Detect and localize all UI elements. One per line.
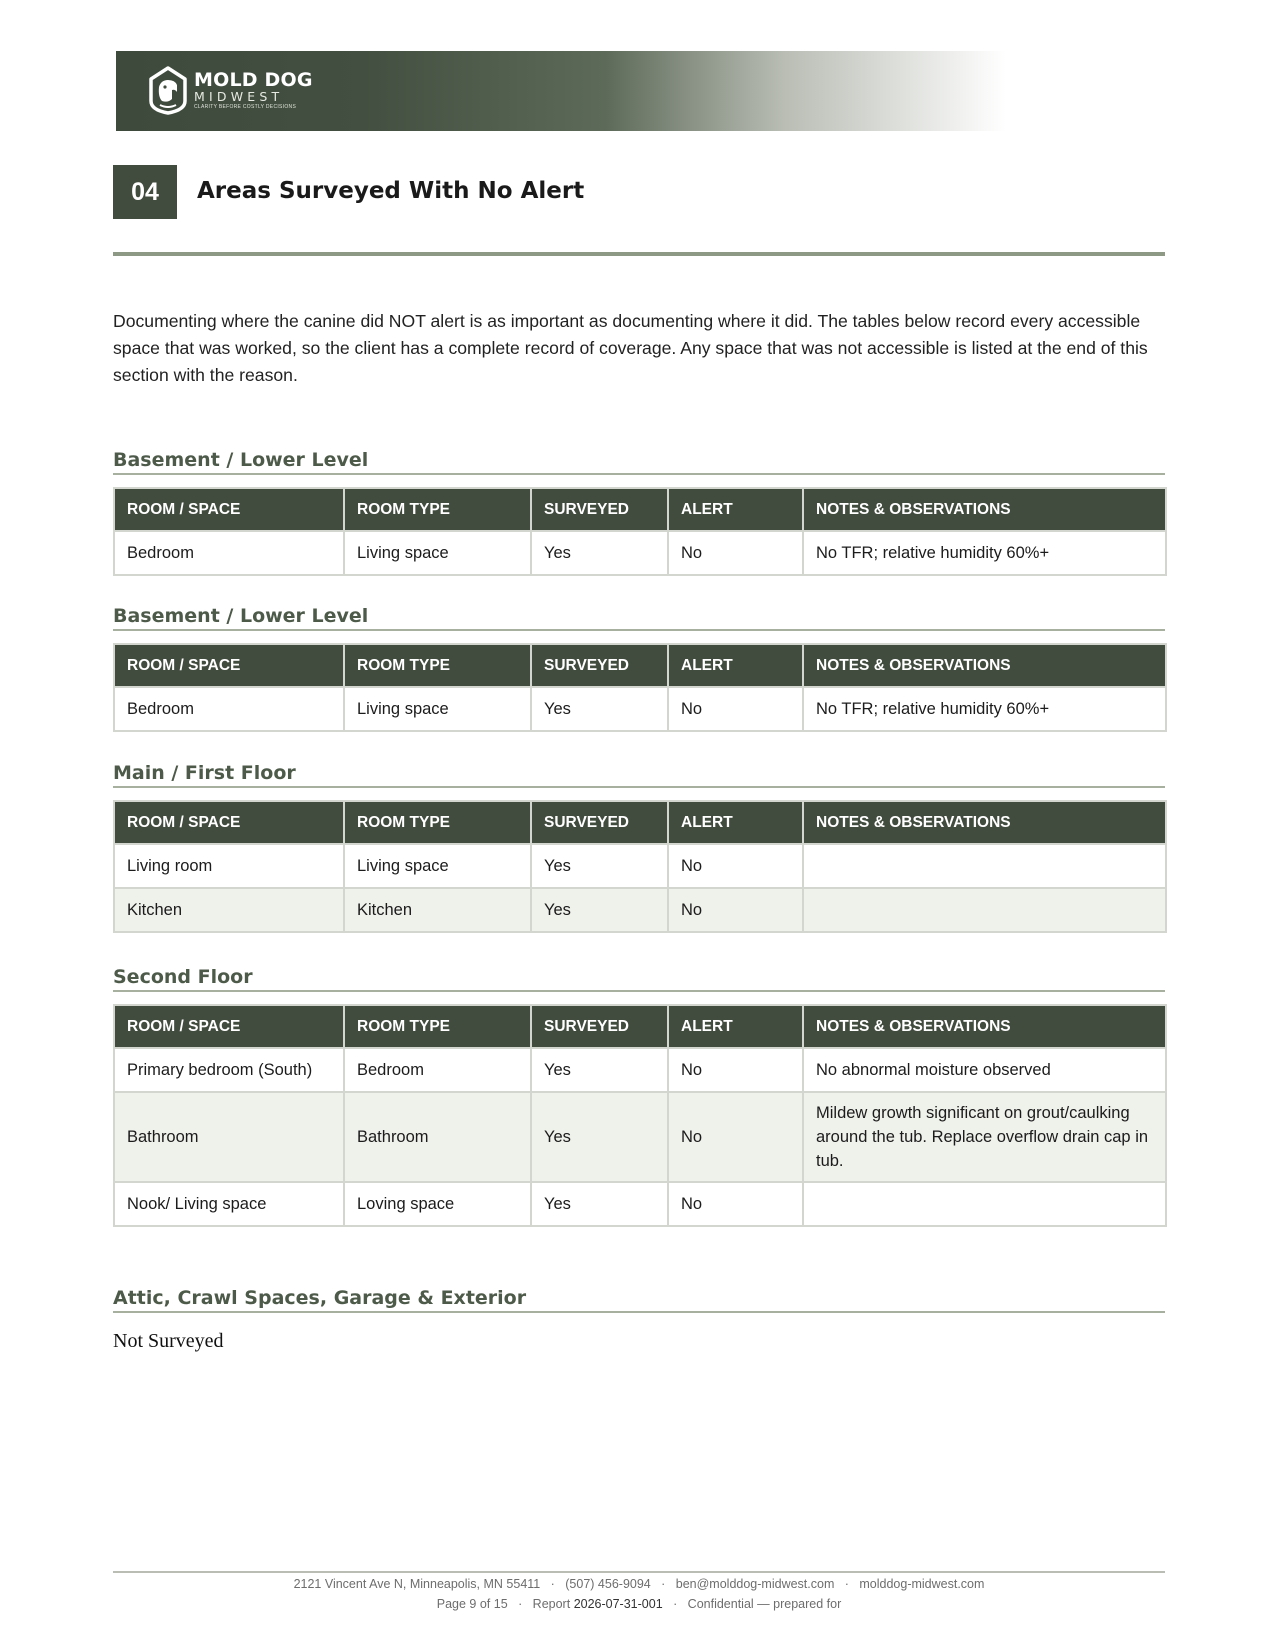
- cell-type: Kitchen: [344, 888, 531, 932]
- cell-notes: No TFR; relative humidity 60%+: [803, 531, 1166, 575]
- footer-website[interactable]: molddog-midwest.com: [859, 1577, 985, 1591]
- cell-room: Living room: [114, 844, 344, 888]
- cell-surveyed: Yes: [531, 1182, 668, 1226]
- cell-alert: No: [668, 687, 803, 731]
- brand-tagline: CLARITY BEFORE COSTLY DECISIONS: [194, 103, 297, 110]
- column-header-room: ROOM / SPACE: [114, 1005, 344, 1048]
- column-header-notes: NOTES & OBSERVATIONS: [803, 644, 1166, 687]
- table-header-row: [114, 801, 1166, 844]
- table-header-row: [114, 488, 1166, 531]
- cell-room: Bedroom: [114, 531, 344, 575]
- table-row: [114, 888, 1166, 932]
- table-row: [114, 1092, 1166, 1182]
- cell-notes: No abnormal moisture observed: [803, 1048, 1166, 1092]
- dog-house-icon: [148, 65, 188, 115]
- subhead-label: Basement / Lower Level: [113, 605, 369, 627]
- cell-surveyed: Yes: [531, 1092, 668, 1182]
- cell-surveyed: Yes: [531, 844, 668, 888]
- cell-alert: No: [668, 1182, 803, 1226]
- survey-table-second-floor: [113, 1004, 1167, 1227]
- footer-email[interactable]: ben@molddog-midwest.com: [675, 1577, 835, 1591]
- cell-room: Bedroom: [114, 687, 344, 731]
- cell-room: Kitchen: [114, 888, 344, 932]
- column-header-alert: ALERT: [668, 801, 803, 844]
- footer-address: 2121 Vincent Ave N, Minneapolis, MN 55411: [293, 1577, 541, 1591]
- table-row: [114, 1182, 1166, 1226]
- cell-alert: No: [668, 531, 803, 575]
- footer-report-id: 2026-07-31-001: [573, 1597, 663, 1611]
- table-row: [114, 1048, 1166, 1092]
- cell-surveyed: Yes: [531, 1048, 668, 1092]
- column-header-alert: ALERT: [668, 644, 803, 687]
- subhead-second-floor: [113, 962, 1165, 992]
- table-row: [114, 687, 1166, 731]
- column-header-room: ROOM / SPACE: [114, 488, 344, 531]
- cell-type: Loving space: [344, 1182, 531, 1226]
- column-header-alert: ALERT: [668, 1005, 803, 1048]
- table-row: [114, 844, 1166, 888]
- column-header-type: ROOM TYPE: [344, 644, 531, 687]
- column-header-type: ROOM TYPE: [344, 801, 531, 844]
- exterior-status: Not Surveyed: [113, 1330, 224, 1352]
- subhead-label: Basement / Lower Level: [113, 449, 369, 471]
- intro-paragraph: Documenting where the canine did NOT alert is as important as documenting where it did. The tables below record every accessible space that was worked, so the client has a complete record of coverage. Any space that was not accessible is listed at the end of this section with the reason.: [113, 311, 1148, 385]
- header-banner: [116, 51, 1006, 131]
- cell-alert: No: [668, 1048, 803, 1092]
- footer-separator: ·: [661, 1577, 666, 1591]
- section-number: 04: [113, 165, 177, 219]
- table-row: [114, 531, 1166, 575]
- footer-separator: ·: [673, 1597, 678, 1611]
- cell-room: Primary bedroom (South): [114, 1048, 344, 1092]
- cell-alert: No: [668, 888, 803, 932]
- cell-alert: No: [668, 1092, 803, 1182]
- cell-surveyed: Yes: [531, 687, 668, 731]
- cell-type: Living space: [344, 687, 531, 731]
- cell-room: Bathroom: [114, 1092, 344, 1182]
- cell-alert: No: [668, 844, 803, 888]
- cell-surveyed: Yes: [531, 888, 668, 932]
- cell-type: Living space: [344, 844, 531, 888]
- cell-notes: [803, 844, 1166, 888]
- footer-contact: [113, 1577, 1165, 1591]
- subhead-exterior: [113, 1283, 1165, 1313]
- column-header-surveyed: SURVEYED: [531, 488, 668, 531]
- column-header-surveyed: SURVEYED: [531, 801, 668, 844]
- survey-table-basement: [113, 487, 1167, 576]
- footer-separator: ·: [550, 1577, 555, 1591]
- footer-phone: (507) 456-9094: [565, 1577, 651, 1591]
- footer-separator: ·: [844, 1577, 849, 1591]
- section-header: [113, 165, 1165, 256]
- column-header-notes: NOTES & OBSERVATIONS: [803, 801, 1166, 844]
- column-header-notes: NOTES & OBSERVATIONS: [803, 1005, 1166, 1048]
- cell-surveyed: Yes: [531, 531, 668, 575]
- footer-page-number: Page 9 of 15: [436, 1597, 508, 1611]
- survey-table-basement-2: [113, 643, 1167, 732]
- cell-type: Bathroom: [344, 1092, 531, 1182]
- cell-notes: Mildew growth significant on grout/caulking around the tub. Replace overflow drain cap in tub.: [803, 1092, 1166, 1182]
- survey-table-main-floor: [113, 800, 1167, 933]
- cell-room: Nook/ Living space: [114, 1182, 344, 1226]
- brand-name: MOLD DOG: [194, 68, 313, 91]
- subhead-basement: [113, 445, 1165, 475]
- subhead-label: Second Floor: [113, 966, 253, 988]
- subhead-main-floor: [113, 758, 1165, 788]
- footer-confidential: Confidential — prepared for: [687, 1597, 842, 1611]
- subhead-basement-2: [113, 601, 1165, 631]
- footer-divider: [113, 1571, 1165, 1573]
- column-header-surveyed: SURVEYED: [531, 1005, 668, 1048]
- cell-notes: [803, 1182, 1166, 1226]
- table-header-row: [114, 1005, 1166, 1048]
- brand-subname: MIDWEST: [194, 88, 284, 104]
- column-header-notes: NOTES & OBSERVATIONS: [803, 488, 1166, 531]
- subhead-label: Main / First Floor: [113, 762, 296, 784]
- column-header-type: ROOM TYPE: [344, 1005, 531, 1048]
- section-title: Areas Surveyed With No Alert: [197, 178, 585, 204]
- cell-notes: [803, 888, 1166, 932]
- cell-notes: No TFR; relative humidity 60%+: [803, 687, 1166, 731]
- column-header-surveyed: SURVEYED: [531, 644, 668, 687]
- subhead-label: Attic, Crawl Spaces, Garage & Exterior: [113, 1287, 527, 1309]
- footer-separator: ·: [518, 1597, 523, 1611]
- column-header-alert: ALERT: [668, 488, 803, 531]
- cell-type: Bedroom: [344, 1048, 531, 1092]
- table-header-row: [114, 644, 1166, 687]
- footer-report-label: Report: [532, 1597, 571, 1611]
- column-header-type: ROOM TYPE: [344, 488, 531, 531]
- column-header-room: ROOM / SPACE: [114, 644, 344, 687]
- footer-meta: [113, 1597, 1165, 1611]
- column-header-room: ROOM / SPACE: [114, 801, 344, 844]
- brand-logo: [148, 65, 313, 115]
- cell-type: Living space: [344, 531, 531, 575]
